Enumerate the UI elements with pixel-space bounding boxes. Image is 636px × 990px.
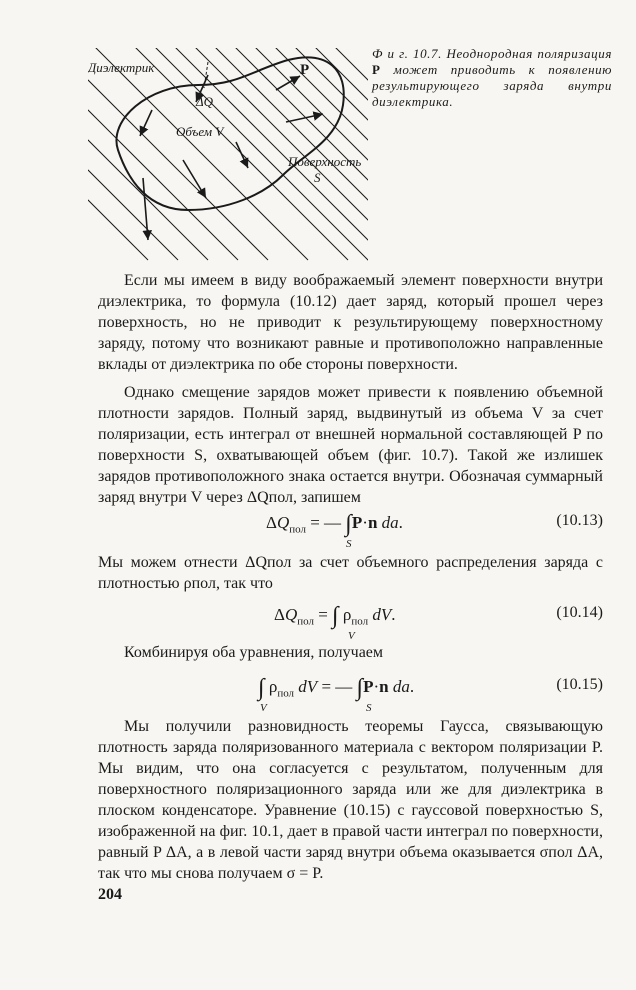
label-delta-q: ΔQ (196, 94, 214, 109)
figure-10-7 (88, 30, 368, 270)
label-dielectric: Диэлектрик (88, 60, 155, 75)
equation-number: (10.15) (556, 676, 603, 693)
label-volume: Объем V (176, 124, 224, 139)
equation-10-13 (98, 504, 603, 548)
equation-number: (10.13) (556, 512, 603, 529)
equation-10-15 (98, 668, 603, 712)
label-s: S (314, 170, 321, 185)
caption-bold-p: P (372, 62, 381, 77)
equation-10-15-body: ∫ $\rho_{пол}$ dV = — ∫P·n da. V S (258, 675, 415, 714)
caption-text-b: может приводить к появлению результирующего заряда внутри диэлектрика. (372, 62, 613, 109)
page-number: 204 (98, 886, 122, 903)
paragraph-2: Однако смещение зарядов может привести к появлению объемной плотности зарядов. Полный заряд, выдвинутый из объема V за счет поляризации, есть интеграл от внешней нормальной составляющей P по поверхности S, охватывающей объем (фиг. 10.7). Такой же излишек зарядов противоположного знака остается внутри. Обозначая суммарный заряд внутри V через ΔQпол, запишем (98, 384, 603, 506)
paragraph-4: Комбинируя оба уравнения, получаем (124, 644, 384, 661)
label-p: P (300, 62, 310, 78)
equation-10-14-body: $\Delta Q_{пол}$ = ∫ $\rho_{пол}$ dV. V (274, 603, 396, 642)
equation-10-14 (98, 596, 603, 640)
caption-text-a: Неоднородная поляризация (446, 46, 612, 61)
paragraph-5: Мы получили разновидность теоремы Гаусса, связывающую плотность заряда поляризованного материала с вектором поляризации P. Мы видим, что она согласуется с результатом, полученным для поверхностного поляризационного заряда или же для диэлектрика в плоском конденсаторе. Уравнение (10.15) с гауссовой поверхностью S, изображенной на фиг. 10.1, дает в правой части интеграл по поверхности, равный P ΔA, а в левой части заряд внутри объема оказывается σпол ΔA, так что мы снова получаем σ = P. (98, 718, 603, 882)
volume-boundary (116, 57, 343, 210)
equation-10-13-body: $\Delta Q_{пол}$ = — ∫P·n da. S (266, 511, 403, 550)
figure-caption (372, 46, 612, 110)
caption-prefix: Ф и г. 10.7. (372, 46, 442, 61)
equation-number: (10.14) (556, 604, 603, 621)
polarization-diagram (88, 30, 368, 270)
label-surface: Поверхность (288, 154, 362, 169)
paragraph-1: Если мы имеем в виду воображаемый элемент поверхности внутри диэлектрика, то формула (10.12) дает заряд, который прошел через поверхность, но не приводит к результирующему поверхностному заряду, потому что возникают равные и противоположно направленные вклады от диэлектрика по обе стороны поверхности. (98, 272, 603, 373)
paragraph-3: Мы можем отнести ΔQпол за счет объемного распределения заряда с плотностью ρпол, так что (98, 554, 603, 592)
